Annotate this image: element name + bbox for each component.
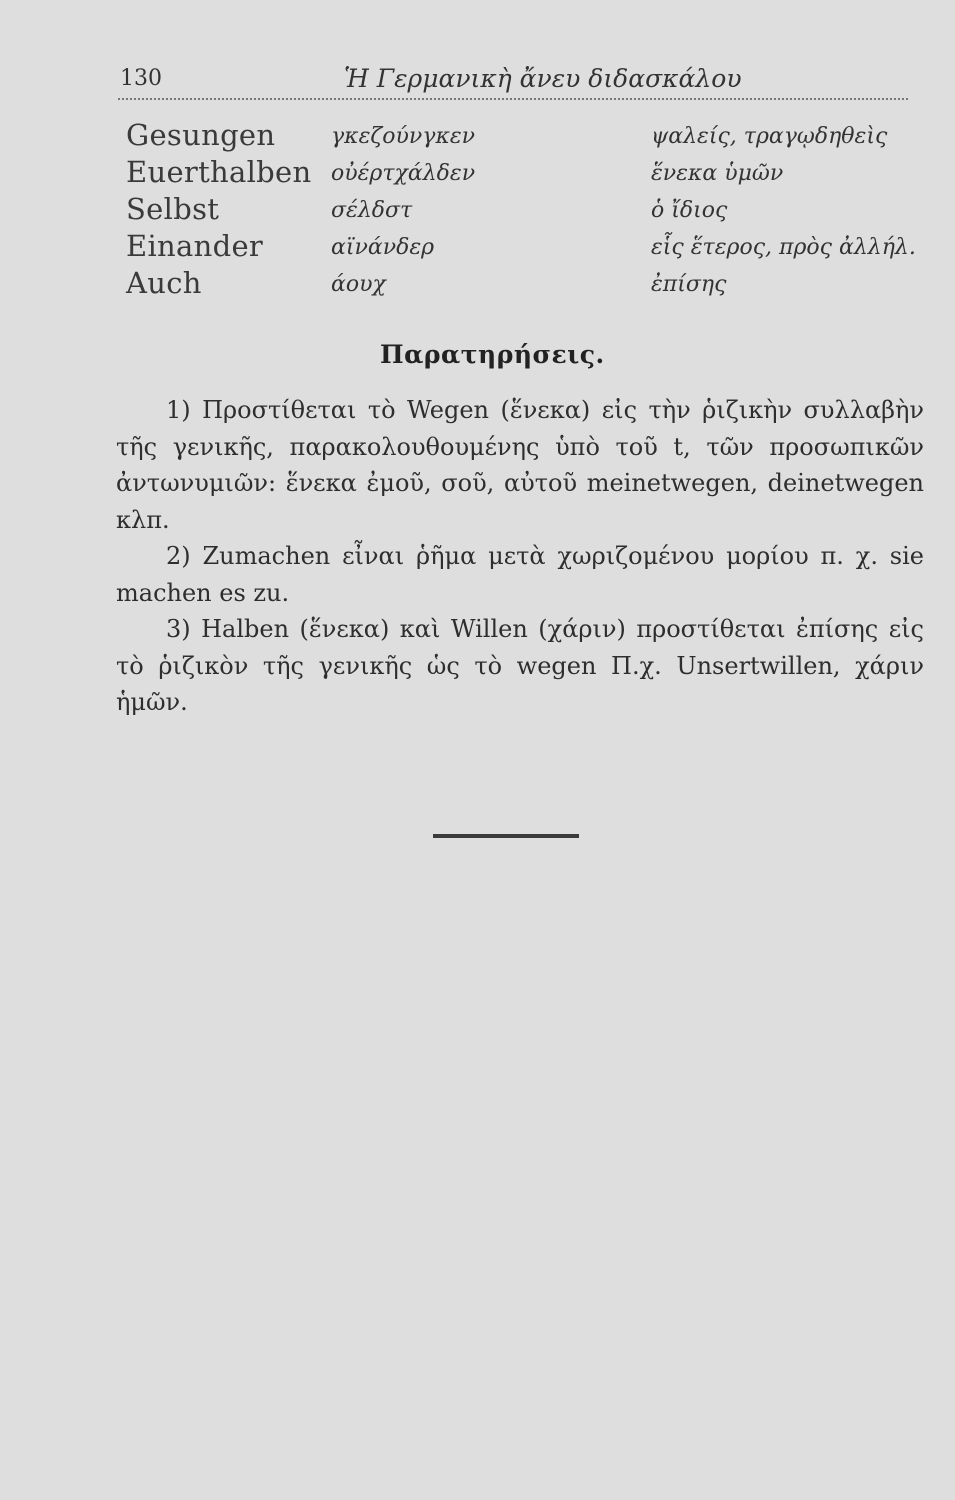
header-rule	[118, 98, 908, 100]
german-word: Auch	[126, 266, 202, 300]
vocabulary-row	[126, 229, 926, 266]
pronunciation: γκεζούνγκεν	[331, 124, 476, 149]
note-paragraph: 3) Halben (ἕνεκα) καὶ Willen (χάριν) προστίθεται ἐπίσης εἰς τὸ ῥιζικὸν τῆς γενικῆς ὡς τὸ wegen Π.χ. Unsertwillen, χάριν ἡμῶν.	[116, 615, 924, 716]
pronunciation: οὐέρτχάλδεν	[331, 161, 476, 186]
note-paragraph: 1) Προστίθεται τὸ Wegen (ἕνεκα) εἰς τὴν ῥιζικὴν συλλαβὴν τῆς γενικῆς, παρακολουθουμένης ὑπὸ τοῦ t, τῶν προσωπικῶν ἀντωνυμιῶν: ἕνεκα ἐμοῦ, σοῦ, αὐτοῦ meinetwegen, deinetwegen κλπ.	[116, 396, 924, 534]
pronunciation: αϊνάνδερ	[331, 235, 435, 260]
end-rule	[433, 834, 579, 838]
vocabulary-row	[126, 266, 926, 303]
section-title: Παρατηρήσεις.	[380, 340, 605, 369]
german-word: Einander	[126, 229, 264, 263]
greek-meaning: ἐπίσης	[651, 272, 727, 297]
page-header	[118, 62, 908, 102]
pronunciation: σέλδστ	[331, 198, 413, 223]
german-word: Gesungen	[126, 118, 276, 152]
page-number: 130	[120, 66, 162, 91]
greek-meaning: ἕνεκα ὑμῶν	[651, 161, 784, 186]
vocabulary-row	[126, 192, 926, 229]
greek-meaning: ψαλείς, τραγῳδηθεὶς	[651, 124, 888, 149]
german-word: Euerthalben	[126, 155, 312, 189]
vocabulary-table	[126, 118, 926, 303]
german-word: Selbst	[126, 192, 220, 226]
running-title: Ἡ Γερμανικὴ ἄνευ διδασκάλου	[344, 64, 742, 93]
notes	[116, 392, 924, 721]
vocabulary-row	[126, 155, 926, 192]
pronunciation: άουχ	[331, 272, 386, 297]
greek-meaning: ὁ ἴδιος	[651, 198, 728, 223]
note-paragraph: 2) Zumachen εἶναι ῥῆμα μετὰ χωριζομένου μορίου π. χ. sie machen es zu.	[116, 542, 924, 607]
vocabulary-row	[126, 118, 926, 155]
greek-meaning: εἷς ἕτερος, πρὸς ἀλλήλ.	[651, 235, 916, 260]
